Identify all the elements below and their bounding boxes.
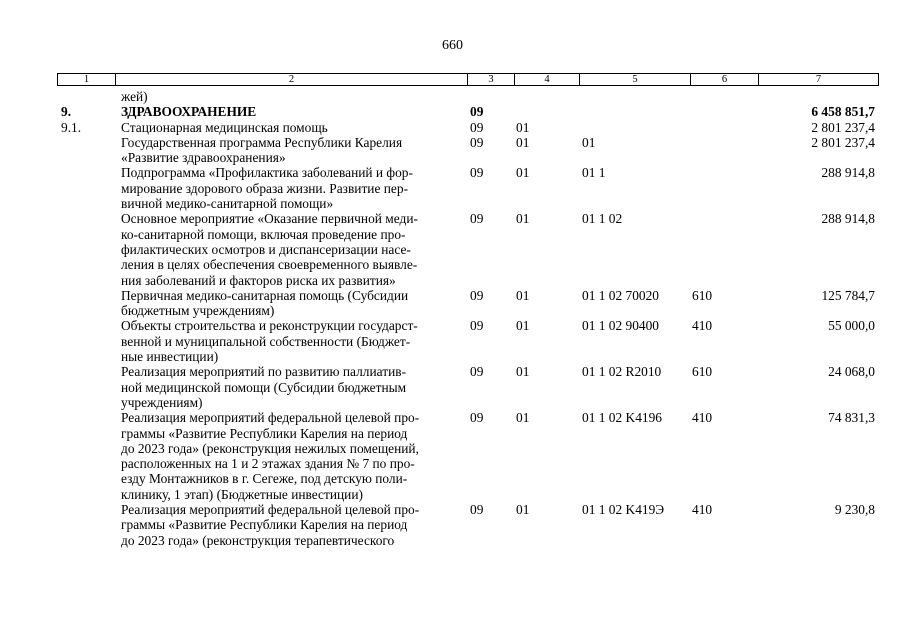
description-line: учреждениям)	[121, 394, 203, 410]
subsection-code: 01	[516, 318, 530, 334]
subsection-code: 01	[516, 119, 530, 135]
subsection-code: 01	[516, 211, 530, 227]
expense-type-code: 410	[692, 318, 713, 334]
table-row	[0, 288, 905, 319]
row-description	[121, 364, 457, 410]
amount-value: 55 000,0	[828, 318, 875, 334]
description-line: Стационарная медицинская помощь	[121, 119, 328, 135]
description-line: филактических осмотров и диспансеризации насе-	[121, 241, 411, 257]
amount-value: 288 914,8	[821, 211, 875, 227]
section-code: 09	[470, 502, 484, 518]
description-line: граммы «Развитие Республики Карелия на период	[121, 517, 408, 533]
description-line: Первичная медико-санитарная помощь (Субсидии	[121, 287, 409, 303]
description-line: мирование здорового образа жизни. Развитие пер-	[121, 180, 409, 196]
column-header-7: 7	[815, 74, 822, 85]
section-code: 09	[470, 364, 484, 380]
column-header-4: 4	[515, 74, 580, 85]
table-column-header	[57, 73, 879, 86]
row-description	[121, 288, 457, 319]
description-line: расположенных на 1 и 2 этажах здания № 7 по про-	[121, 456, 415, 472]
table-row	[0, 89, 905, 104]
description-line: ления в целях обеспечения своевременного выявле-	[121, 257, 418, 273]
column-header-5: 5	[580, 74, 691, 85]
amount-value: 6 458 851,7	[811, 104, 875, 120]
section-code: 09	[470, 287, 484, 303]
target-article-code: 01	[582, 134, 596, 150]
description-line: Объекты строительства и реконструкции государст-	[121, 318, 418, 334]
target-article-code: 01 1 02 K419Э	[582, 502, 665, 518]
table-row	[0, 104, 905, 119]
budget-table-body	[0, 89, 905, 548]
description-line: Государственная программа Республики Карелия	[121, 134, 403, 150]
table-row	[0, 165, 905, 211]
description-line: вичной медико-санитарной помощи»	[121, 196, 334, 212]
description-line: ные инвестиции)	[121, 349, 219, 365]
row-description	[121, 410, 457, 502]
row-number: 9.	[61, 104, 72, 120]
description-line: Реализация мероприятий по развитию паллиатив-	[121, 364, 407, 380]
page-number: 660	[442, 38, 463, 53]
row-description	[121, 104, 457, 119]
row-description	[121, 135, 457, 166]
amount-value: 24 068,0	[828, 364, 875, 380]
target-article-code: 01 1 02 90400	[582, 318, 659, 334]
description-line: граммы «Развитие Республики Карелия на период	[121, 425, 408, 441]
description-line: ной медицинской помощи (Субсидии бюджетным	[121, 379, 407, 395]
subsection-code: 01	[516, 134, 530, 150]
amount-value: 9 230,8	[834, 502, 875, 518]
subsection-code: 01	[516, 502, 530, 518]
table-row	[0, 410, 905, 502]
subsection-code: 01	[516, 364, 530, 380]
target-article-code: 01 1 02 K4196	[582, 410, 662, 426]
subsection-code: 01	[516, 287, 530, 303]
table-row	[0, 364, 905, 410]
section-code: 09	[470, 104, 484, 120]
description-line: ЗДРАВООХРАНЕНИЕ	[121, 104, 257, 120]
row-description	[121, 211, 457, 287]
row-description	[121, 318, 457, 364]
description-line: ко-санитарной помощи, включая проведение про-	[121, 226, 406, 242]
section-code: 09	[470, 119, 484, 135]
subsection-code: 01	[516, 165, 530, 181]
target-article-code: 01 1 02 70020	[582, 287, 659, 303]
section-code: 09	[470, 410, 484, 426]
target-article-code: 01 1 02	[582, 211, 623, 227]
column-header-3: 3	[468, 74, 515, 85]
expense-type-code: 410	[692, 502, 713, 518]
row-description	[121, 89, 457, 104]
subsection-code: 01	[516, 410, 530, 426]
table-row	[0, 211, 905, 287]
row-description	[121, 165, 457, 211]
table-row	[0, 318, 905, 364]
description-line: Реализация мероприятий федеральной целевой про-	[121, 502, 420, 518]
row-number: 9.1.	[61, 119, 82, 135]
description-line: езду Монтажников в г. Сегеже, под детскую поли-	[121, 471, 408, 487]
column-header-2: 2	[116, 74, 468, 85]
expense-type-code: 610	[692, 364, 713, 380]
description-line: бюджетным учреждениям)	[121, 303, 275, 319]
table-row	[0, 135, 905, 166]
description-line: Реализация мероприятий федеральной целевой про-	[121, 410, 420, 426]
description-line: Основное мероприятие «Оказание первичной меди-	[121, 211, 418, 227]
description-line: Подпрограмма «Профилактика заболеваний и фор-	[121, 165, 413, 181]
amount-value: 125 784,7	[821, 287, 875, 303]
amount-value: 74 831,3	[828, 410, 875, 426]
table-row	[0, 502, 905, 548]
section-code: 09	[470, 318, 484, 334]
section-code: 09	[470, 165, 484, 181]
expense-type-code: 610	[692, 287, 713, 303]
section-code: 09	[470, 211, 484, 227]
column-header-6: 6	[691, 74, 759, 85]
description-line: «Развитие здравоохранения»	[121, 150, 286, 166]
description-line: венной и муниципальной собственности (Бюджет-	[121, 333, 411, 349]
description-line: ния заболеваний и факторов риска их развития»	[121, 272, 396, 288]
table-row	[0, 120, 905, 135]
description-line: до 2023 года» (реконструкция нежилых помещений,	[121, 440, 419, 456]
target-article-code: 01 1 02 R2010	[582, 364, 662, 380]
amount-value: 2 801 237,4	[811, 134, 875, 150]
expense-type-code: 410	[692, 410, 713, 426]
target-article-code: 01 1	[582, 165, 606, 181]
row-description	[121, 502, 457, 548]
row-description	[121, 120, 457, 135]
description-line: жей)	[121, 89, 148, 104]
section-code: 09	[470, 134, 484, 150]
amount-value: 288 914,8	[821, 165, 875, 181]
description-line: до 2023 года» (реконструкция терапевтического	[121, 532, 395, 548]
description-line: клинику, 1 этап) (Бюджетные инвестиции)	[121, 486, 363, 502]
column-header-1: 1	[58, 74, 116, 85]
amount-value: 2 801 237,4	[811, 119, 875, 135]
